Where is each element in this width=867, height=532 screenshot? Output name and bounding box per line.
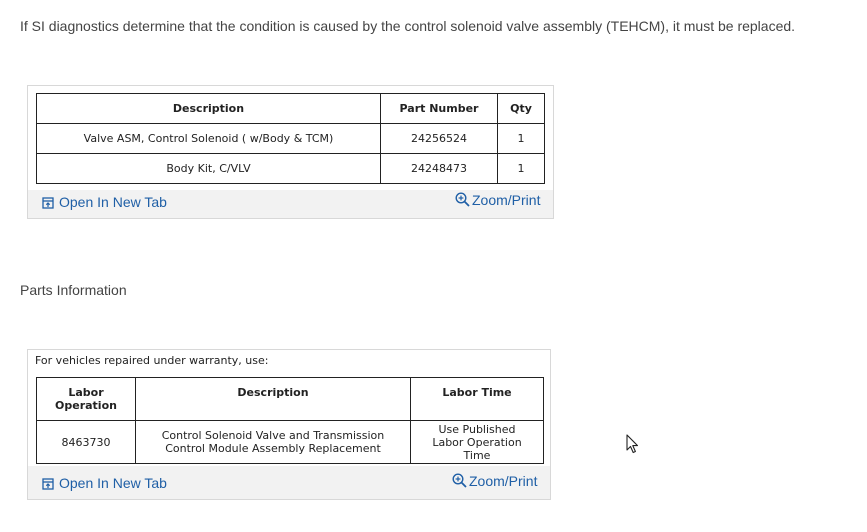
parts-cell-description: Body Kit, C/VLV [37, 154, 381, 184]
zoom-print-label: Zoom/Print [469, 473, 538, 489]
labor-header-operation: Labor Operation [37, 378, 136, 421]
labor-table [36, 377, 544, 464]
parts-table [36, 93, 545, 184]
parts-header-part-number: Part Number [381, 94, 498, 124]
parts-cell-qty: 1 [498, 154, 545, 184]
parts-cell-description: Valve ASM, Control Solenoid ( w/Body & TCM) [37, 124, 381, 154]
table-row [37, 421, 544, 464]
labor-cell-description: Control Solenoid Valve and Transmission Control Module Assembly Replacement [136, 421, 411, 464]
parts-header-qty: Qty [498, 94, 545, 124]
mouse-pointer-icon [626, 434, 640, 459]
open-new-tab-label: Open In New Tab [59, 475, 167, 491]
parts-open-new-tab-link[interactable] [42, 194, 167, 212]
warranty-note: For vehicles repaired under warranty, use: [35, 354, 269, 367]
parts-zoom-print-link[interactable] [455, 192, 540, 210]
open-new-tab-label: Open In New Tab [59, 194, 167, 210]
labor-cell-time: Use Published Labor Operation Time [411, 421, 544, 464]
labor-open-new-tab-link[interactable] [42, 475, 167, 493]
zoom-print-label: Zoom/Print [472, 192, 541, 208]
open-new-tab-icon [42, 477, 54, 493]
open-new-tab-icon [42, 196, 54, 212]
labor-cell-operation: 8463730 [37, 421, 136, 464]
section-label: Parts Information [20, 282, 127, 298]
parts-cell-qty: 1 [498, 124, 545, 154]
zoom-in-icon [452, 473, 467, 491]
labor-zoom-print-link[interactable] [452, 473, 537, 491]
parts-cell-part-number: 24248473 [381, 154, 498, 184]
table-row [37, 154, 545, 184]
zoom-in-icon [455, 192, 470, 210]
parts-header-description: Description [37, 94, 381, 124]
labor-header-time: Labor Time [411, 378, 544, 421]
table-row [37, 124, 545, 154]
intro-text: If SI diagnostics determine that the condition is caused by the control solenoid valve assembly (TEHCM), it must be replaced. [20, 18, 796, 34]
labor-header-description: Description [136, 378, 411, 421]
parts-cell-part-number: 24256524 [381, 124, 498, 154]
